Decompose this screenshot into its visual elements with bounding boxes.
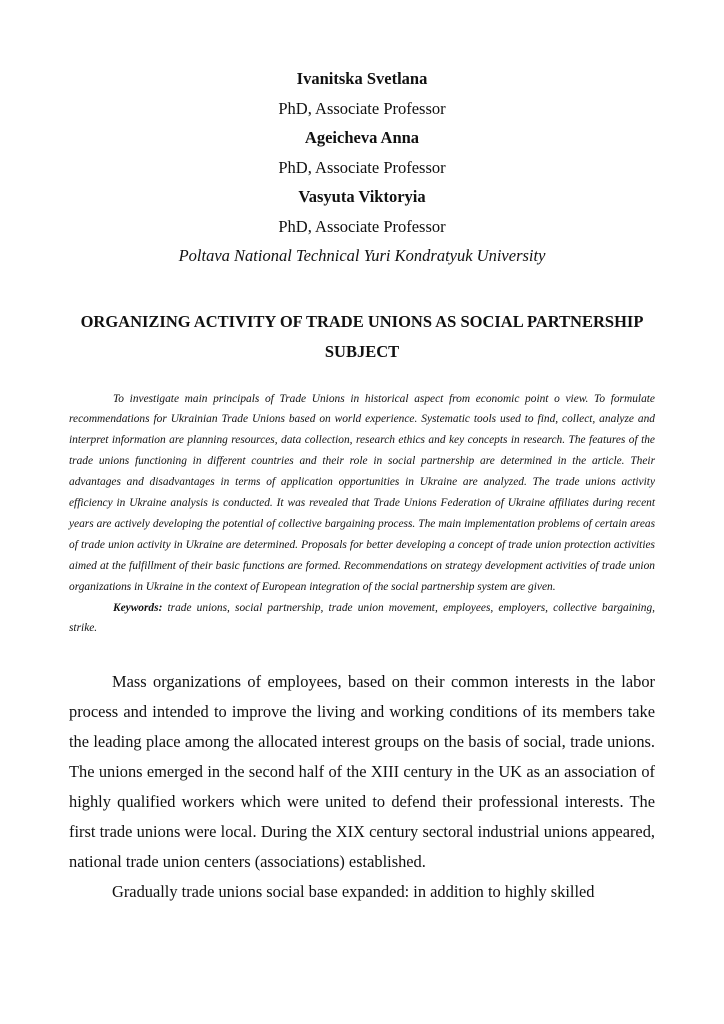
abstract-text: To investigate main principals of Trade Unions in historical aspect from economic point o view. To formulate recommendations for Ukrainian Trade Unions based on world experience. Systematic tools used to find, collect, analyze and interpret information are planning resources, data collection, research ethics and key concepts in research. The features of the trade unions functioning in different countries and their role in social partnership are determined in the article. Their advantages and disadvantages in terms of application opportunities in Ukraine are analyzed. The trade unions activity efficiency in Ukraine analysis is conducted. It was revealed that Trade Unions Federation of Ukraine affiliates during recent years are actively developing the potential of collective bargaining process. The main implementation problems of certain areas of trade union activity in Ukraine are determined. Proposals for better developing a concept of trade union protection activities aimed at the fulfillment of their basic functions are formed. Recommendations on strategy development activities of trade union organizations in Ukraine in the context of European integration of the social partnership system are given. (69, 392, 655, 593)
author-block (69, 64, 655, 271)
body-paragraph: Mass organizations of employees, based on their common interests in the labor process and intended to improve the living and working conditions of its members take the leading place among the allocated interest groups on the basis of social, trade unions. The unions emerged in the second half of the XIII century in the UK as an association of highly qualified workers which were united to defend their professional interests. The first trade unions were local. During the XIX century sectoral industrial unions appeared, national trade union centers (associations) established. (69, 672, 655, 872)
keywords (69, 598, 655, 640)
author-title: PhD, Associate Professor (278, 216, 446, 236)
paper-title (69, 307, 655, 367)
author-title: PhD, Associate Professor (278, 98, 446, 118)
keywords-text: trade unions, social partnership, trade union movement, employees, employers, collective bargaining, strike. (69, 601, 655, 635)
keywords-label: Keywords: (113, 601, 163, 614)
body-paragraph: Gradually trade unions social base expanded: in addition to highly skilled (112, 882, 595, 902)
author-name: Ivanitska Svetlana (296, 69, 428, 88)
document-page (69, 64, 655, 907)
author-name: Vasyuta Viktoryia (298, 187, 426, 206)
body-text (69, 667, 655, 907)
author-name: Ageicheva Anna (304, 128, 420, 147)
paper-title-line: ORGANIZING ACTIVITY OF TRADE UNIONS AS SOCIAL PARTNERSHIP (80, 311, 644, 331)
abstract (69, 389, 655, 598)
author-title: PhD, Associate Professor (278, 157, 446, 177)
paper-title-line: SUBJECT (324, 341, 400, 361)
affiliation: Poltava National Technical Yuri Kondratyuk University (178, 246, 546, 265)
